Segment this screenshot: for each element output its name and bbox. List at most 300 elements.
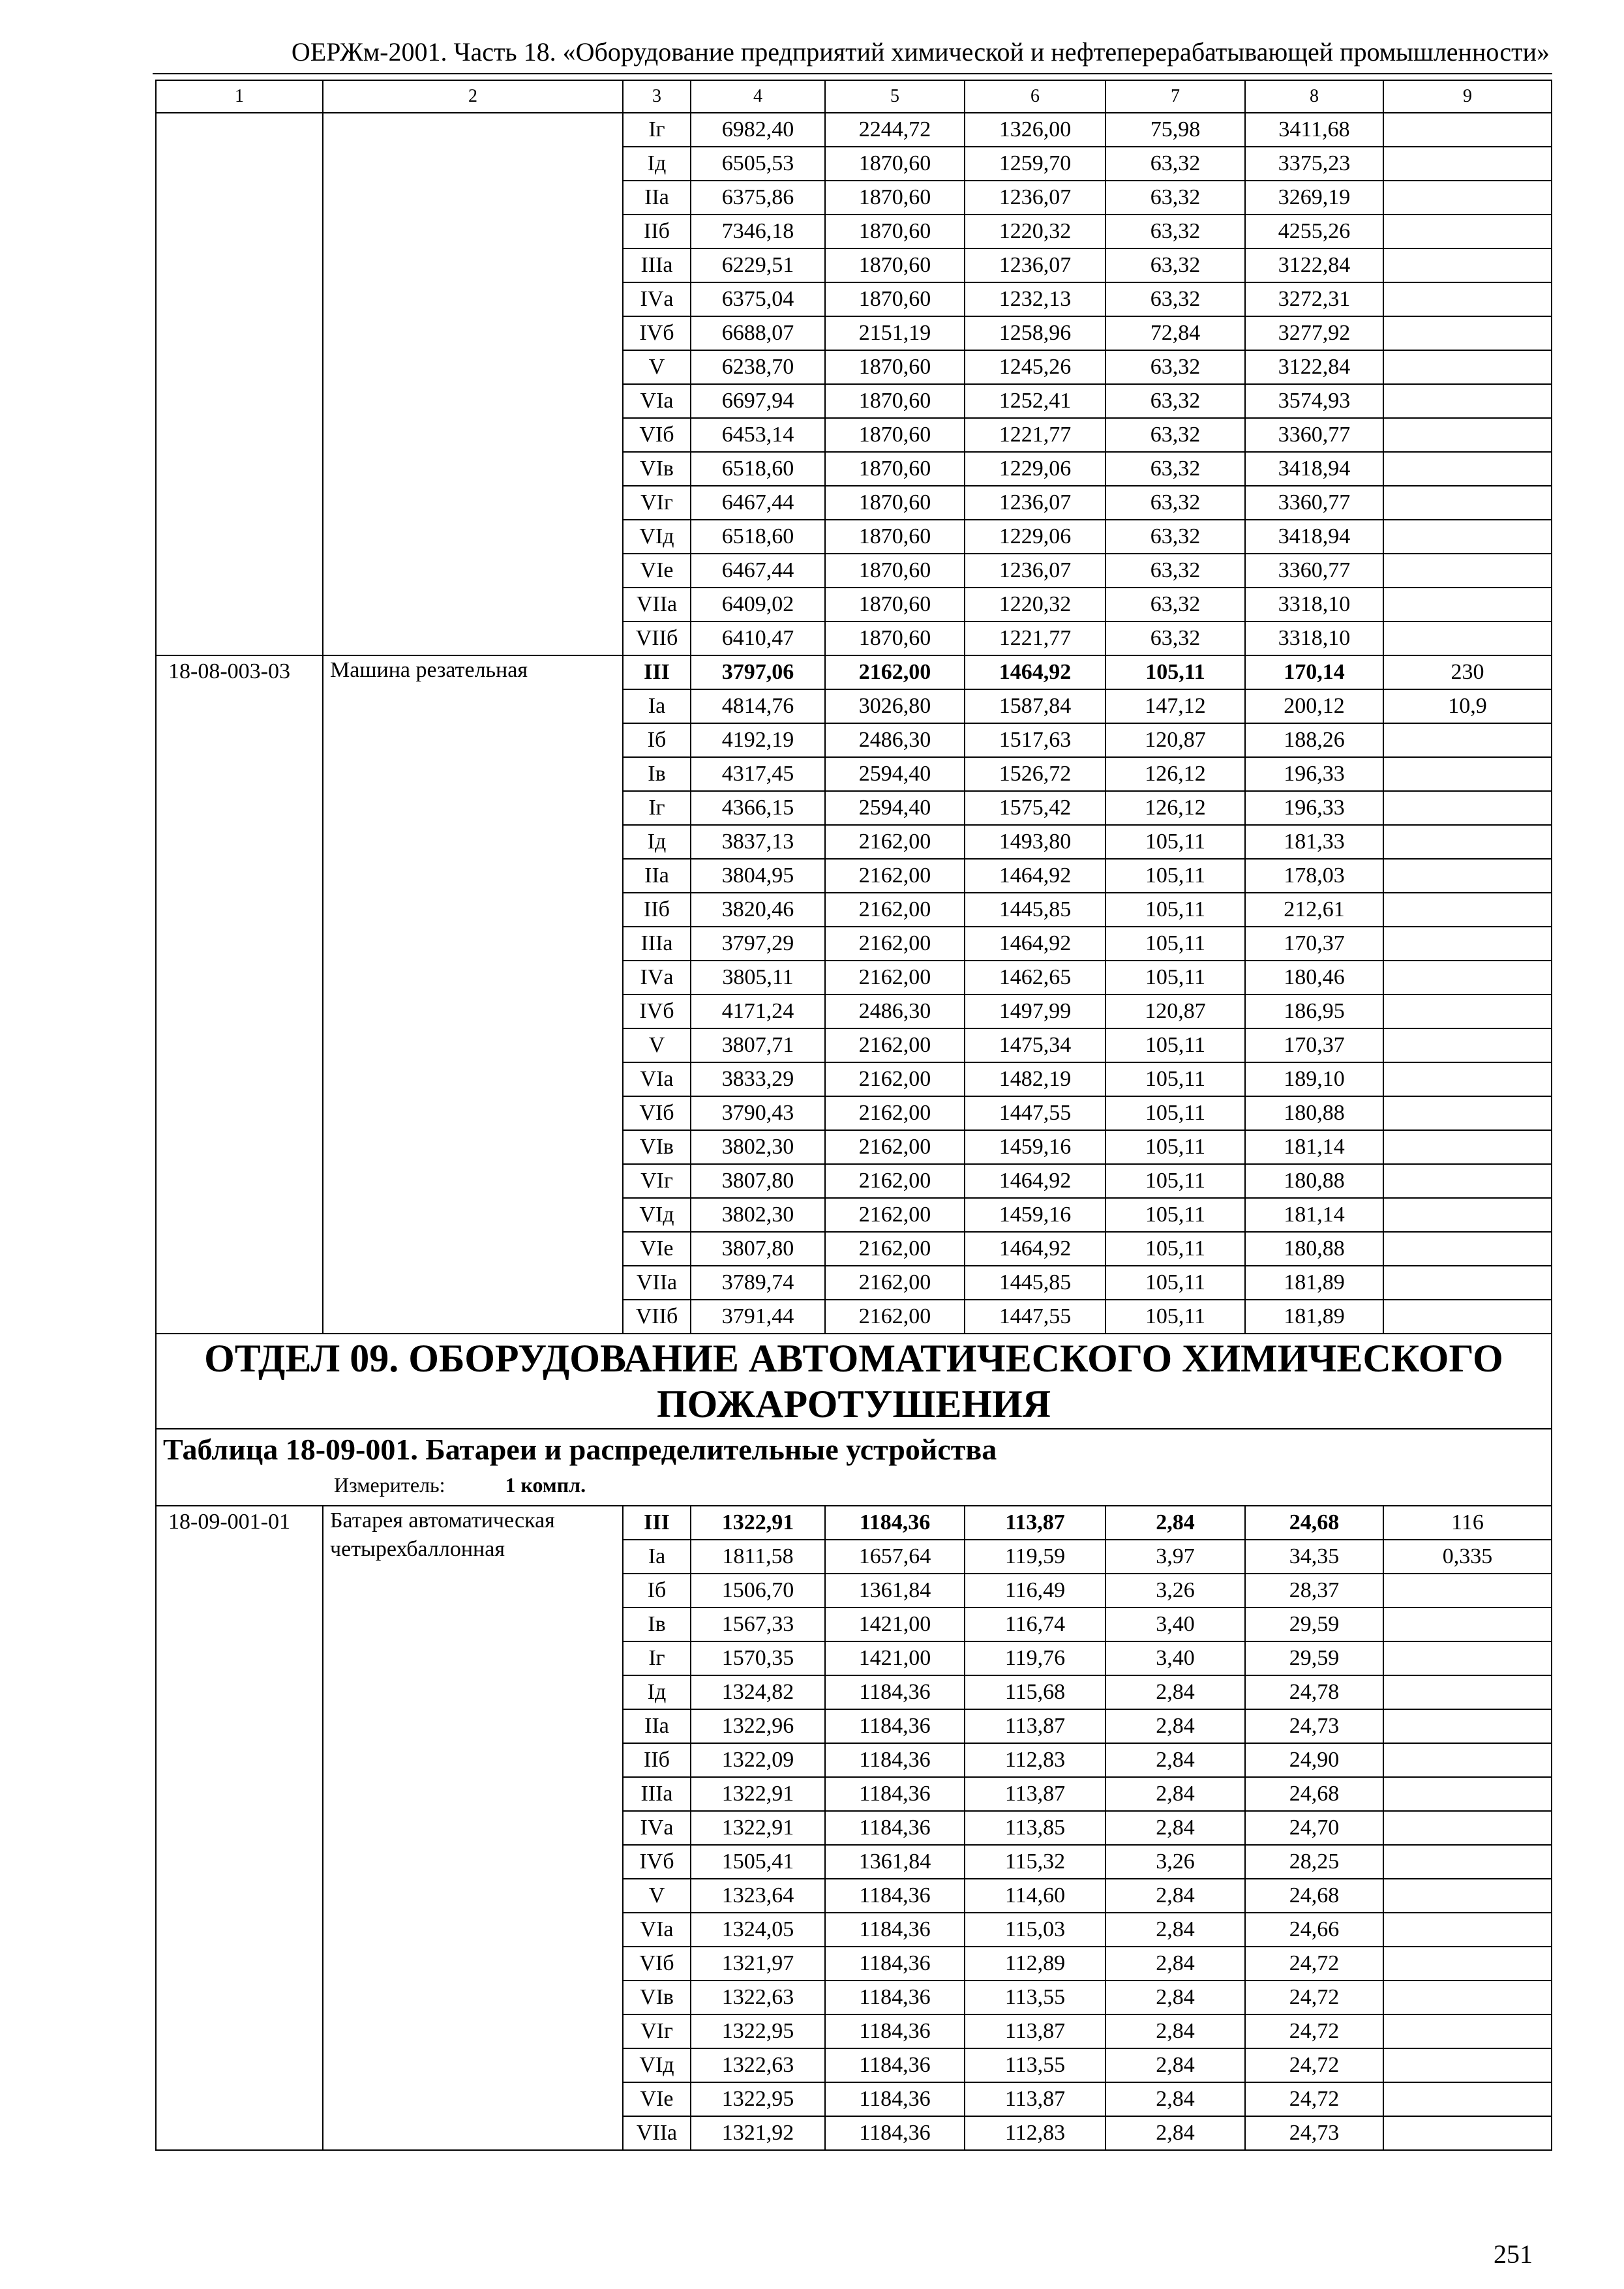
value-cell: 3418,94 (1245, 452, 1383, 486)
value-cell: 7346,18 (691, 215, 825, 248)
extra-cell (1383, 1675, 1552, 1709)
value-cell: 3802,30 (691, 1198, 825, 1232)
value-cell: 1870,60 (825, 621, 965, 655)
value-cell: 6453,14 (691, 418, 825, 452)
value-cell: 24,72 (1245, 2014, 1383, 2048)
value-cell: 1322,09 (691, 1743, 825, 1777)
value-cell: 1870,60 (825, 282, 965, 316)
extra-cell (1383, 791, 1552, 825)
value-cell: 1464,92 (965, 927, 1105, 961)
zone-cell: IVб (623, 316, 691, 350)
value-cell: 34,35 (1245, 1540, 1383, 1574)
value-cell: 24,73 (1245, 1709, 1383, 1743)
value-cell: 1184,36 (825, 2082, 965, 2116)
value-cell: 3318,10 (1245, 588, 1383, 621)
value-cell: 1870,60 (825, 181, 965, 215)
value-cell: 212,61 (1245, 893, 1383, 927)
extra-cell (1383, 316, 1552, 350)
value-cell: 6688,07 (691, 316, 825, 350)
value-cell: 2162,00 (825, 1300, 965, 1334)
table-title-row (156, 1429, 1552, 1506)
value-cell: 3375,23 (1245, 147, 1383, 181)
extra-cell (1383, 1777, 1552, 1811)
value-cell: 28,25 (1245, 1845, 1383, 1879)
table-row (156, 113, 1552, 147)
extra-cell (1383, 1198, 1552, 1232)
extra-cell (1383, 621, 1552, 655)
zone-cell: IIб (623, 215, 691, 248)
value-cell: 3,40 (1105, 1641, 1245, 1675)
value-cell: 2244,72 (825, 113, 965, 147)
value-cell: 6697,94 (691, 384, 825, 418)
value-cell: 126,12 (1105, 757, 1245, 791)
extra-cell (1383, 215, 1552, 248)
zone-cell: VIIа (623, 588, 691, 621)
value-cell: 114,60 (965, 1879, 1105, 1913)
extra-cell (1383, 350, 1552, 384)
value-cell: 24,72 (1245, 2082, 1383, 2116)
section-title: ОТДЕЛ 09. ОБОРУДОВАНИЕ АВТОМАТИЧЕСКОГО ХИМИЧЕСКОГО ПОЖАРОТУШЕНИЯ (156, 1334, 1552, 1429)
zone-cell: VIв (623, 1981, 691, 2014)
value-cell: 24,68 (1245, 1777, 1383, 1811)
value-cell: 6505,53 (691, 147, 825, 181)
value-cell: 105,11 (1105, 655, 1245, 689)
value-cell: 1361,84 (825, 1574, 965, 1608)
value-cell: 186,95 (1245, 995, 1383, 1028)
value-cell: 2162,00 (825, 825, 965, 859)
value-cell: 105,11 (1105, 893, 1245, 927)
value-cell: 63,32 (1105, 248, 1245, 282)
resource-name: Машина резательная (323, 655, 623, 1334)
value-cell: 3026,80 (825, 689, 965, 723)
value-cell: 6375,86 (691, 181, 825, 215)
extra-cell (1383, 1879, 1552, 1913)
value-cell: 63,32 (1105, 588, 1245, 621)
value-cell: 1506,70 (691, 1574, 825, 1608)
value-cell: 2,84 (1105, 1709, 1245, 1743)
price-table (155, 80, 1552, 2151)
value-cell: 1575,42 (965, 791, 1105, 825)
extra-cell (1383, 1130, 1552, 1164)
value-cell: 113,87 (965, 1506, 1105, 1540)
value-cell: 105,11 (1105, 1028, 1245, 1062)
extra-cell (1383, 1709, 1552, 1743)
value-cell: 3318,10 (1245, 621, 1383, 655)
value-cell: 1570,35 (691, 1641, 825, 1675)
value-cell: 113,55 (965, 2048, 1105, 2082)
extra-cell (1383, 1028, 1552, 1062)
value-cell: 2486,30 (825, 723, 965, 757)
value-cell: 1184,36 (825, 1811, 965, 1845)
zone-cell: VIб (623, 1096, 691, 1130)
extra-cell (1383, 2014, 1552, 2048)
zone-cell: IVб (623, 1845, 691, 1879)
value-cell: 1184,36 (825, 1743, 965, 1777)
value-cell: 1323,64 (691, 1879, 825, 1913)
value-cell: 120,87 (1105, 995, 1245, 1028)
value-cell: 1236,07 (965, 181, 1105, 215)
resource-code: 18-09-001-01 (156, 1506, 323, 2150)
zone-cell: VIIа (623, 2116, 691, 2150)
value-cell: 1657,64 (825, 1540, 965, 1574)
zone-cell: III (623, 1506, 691, 1540)
value-cell: 2,84 (1105, 1743, 1245, 1777)
zone-cell: Iд (623, 825, 691, 859)
value-cell: 1321,92 (691, 2116, 825, 2150)
zone-cell: V (623, 1879, 691, 1913)
value-cell: 1445,85 (965, 1266, 1105, 1300)
value-cell: 1232,13 (965, 282, 1105, 316)
value-cell: 1421,00 (825, 1641, 965, 1675)
resource-name: Батарея автоматическая четырехбаллонная (323, 1506, 623, 2150)
value-cell: 2,84 (1105, 2048, 1245, 2082)
value-cell: 1322,96 (691, 1709, 825, 1743)
value-cell: 6518,60 (691, 520, 825, 554)
value-cell: 1464,92 (965, 655, 1105, 689)
value-cell: 105,11 (1105, 1096, 1245, 1130)
zone-cell: III (623, 655, 691, 689)
value-cell: 63,32 (1105, 554, 1245, 588)
value-cell: 1493,80 (965, 825, 1105, 859)
zone-cell: IIб (623, 1743, 691, 1777)
value-cell: 24,72 (1245, 2048, 1383, 2082)
value-cell: 63,32 (1105, 486, 1245, 520)
value-cell: 113,87 (965, 1777, 1105, 1811)
extra-cell (1383, 2116, 1552, 2150)
value-cell: 4814,76 (691, 689, 825, 723)
zone-cell: VIд (623, 1198, 691, 1232)
value-cell: 113,55 (965, 1981, 1105, 2014)
value-cell: 2162,00 (825, 927, 965, 961)
value-cell: 180,88 (1245, 1232, 1383, 1266)
value-cell: 3807,80 (691, 1232, 825, 1266)
value-cell: 113,87 (965, 1709, 1105, 1743)
zone-cell: IVа (623, 282, 691, 316)
value-cell: 2162,00 (825, 1198, 965, 1232)
table-title: Таблица 18-09-001. Батареи и распределительные устройства (163, 1433, 997, 1466)
value-cell: 1517,63 (965, 723, 1105, 757)
value-cell: 3272,31 (1245, 282, 1383, 316)
value-cell: 181,14 (1245, 1130, 1383, 1164)
column-number: 3 (623, 80, 691, 113)
value-cell: 1322,95 (691, 2082, 825, 2116)
value-cell: 63,32 (1105, 452, 1245, 486)
value-cell: 6982,40 (691, 113, 825, 147)
value-cell: 105,11 (1105, 859, 1245, 893)
extra-cell: 10,9 (1383, 689, 1552, 723)
value-cell: 3833,29 (691, 1062, 825, 1096)
extra-cell (1383, 1743, 1552, 1777)
value-cell: 3122,84 (1245, 350, 1383, 384)
column-number: 5 (825, 80, 965, 113)
value-cell: 1459,16 (965, 1198, 1105, 1232)
value-cell: 2162,00 (825, 1096, 965, 1130)
value-cell: 1221,77 (965, 621, 1105, 655)
resource-code: 18-08-003-03 (156, 655, 323, 1334)
value-cell: 1870,60 (825, 147, 965, 181)
extra-cell (1383, 927, 1552, 961)
value-cell: 1322,63 (691, 1981, 825, 2014)
value-cell: 3837,13 (691, 825, 825, 859)
value-cell: 170,14 (1245, 655, 1383, 689)
extra-cell (1383, 181, 1552, 215)
unit-line (163, 1470, 1544, 1500)
zone-cell: Iв (623, 1608, 691, 1641)
zone-cell: VIг (623, 486, 691, 520)
value-cell: 3791,44 (691, 1300, 825, 1334)
value-cell: 24,66 (1245, 1913, 1383, 1947)
extra-cell: 116 (1383, 1506, 1552, 1540)
value-cell: 1229,06 (965, 520, 1105, 554)
value-cell: 28,37 (1245, 1574, 1383, 1608)
value-cell: 2486,30 (825, 995, 965, 1028)
value-cell: 2,84 (1105, 1981, 1245, 2014)
zone-cell: Iг (623, 113, 691, 147)
value-cell: 1322,63 (691, 2048, 825, 2082)
value-cell: 1464,92 (965, 1164, 1105, 1198)
value-cell: 1184,36 (825, 1913, 965, 1947)
value-cell: 24,68 (1245, 1506, 1383, 1540)
value-cell: 24,72 (1245, 1947, 1383, 1981)
extra-cell (1383, 486, 1552, 520)
value-cell: 4171,24 (691, 995, 825, 1028)
zone-cell: IIа (623, 181, 691, 215)
zone-cell: IIа (623, 1709, 691, 1743)
value-cell: 1482,19 (965, 1062, 1105, 1096)
value-cell: 1326,00 (965, 113, 1105, 147)
value-cell: 1220,32 (965, 215, 1105, 248)
zone-cell: VIв (623, 1130, 691, 1164)
value-cell: 116,49 (965, 1574, 1105, 1608)
value-cell: 6238,70 (691, 350, 825, 384)
extra-cell (1383, 1641, 1552, 1675)
extra-cell (1383, 520, 1552, 554)
value-cell: 6375,04 (691, 282, 825, 316)
value-cell: 2,84 (1105, 2116, 1245, 2150)
zone-cell: IVа (623, 961, 691, 995)
value-cell: 1184,36 (825, 2048, 965, 2082)
value-cell: 29,59 (1245, 1608, 1383, 1641)
value-cell: 3418,94 (1245, 520, 1383, 554)
extra-cell (1383, 1062, 1552, 1096)
value-cell: 170,37 (1245, 927, 1383, 961)
column-number: 9 (1383, 80, 1552, 113)
zone-cell: Iд (623, 147, 691, 181)
value-cell: 1870,60 (825, 384, 965, 418)
value-cell: 1870,60 (825, 452, 965, 486)
extra-cell (1383, 961, 1552, 995)
zone-cell: Iб (623, 723, 691, 757)
resource-name (323, 113, 623, 655)
value-cell: 1870,60 (825, 554, 965, 588)
value-cell: 1184,36 (825, 1981, 965, 2014)
page-header: ОЕРЖм-2001. Часть 18. «Оборудование предприятий химической и нефтеперерабатывающей промышленности» (291, 37, 1550, 67)
value-cell: 2162,00 (825, 859, 965, 893)
value-cell: 1184,36 (825, 1777, 965, 1811)
value-cell: 24,68 (1245, 1879, 1383, 1913)
value-cell: 3789,74 (691, 1266, 825, 1300)
extra-cell (1383, 859, 1552, 893)
value-cell: 181,33 (1245, 825, 1383, 859)
value-cell: 1459,16 (965, 1130, 1105, 1164)
value-cell: 1505,41 (691, 1845, 825, 1879)
zone-cell: VIв (623, 452, 691, 486)
value-cell: 6409,02 (691, 588, 825, 621)
value-cell: 24,78 (1245, 1675, 1383, 1709)
value-cell: 63,32 (1105, 147, 1245, 181)
value-cell: 3360,77 (1245, 554, 1383, 588)
value-cell: 188,26 (1245, 723, 1383, 757)
value-cell: 200,12 (1245, 689, 1383, 723)
value-cell: 2162,00 (825, 893, 965, 927)
zone-cell: VIIа (623, 1266, 691, 1300)
value-cell: 1445,85 (965, 893, 1105, 927)
value-cell: 105,11 (1105, 1266, 1245, 1300)
value-cell: 1184,36 (825, 1879, 965, 1913)
value-cell: 4192,19 (691, 723, 825, 757)
value-cell: 1252,41 (965, 384, 1105, 418)
value-cell: 1464,92 (965, 859, 1105, 893)
value-cell: 196,33 (1245, 757, 1383, 791)
zone-cell: IIIа (623, 927, 691, 961)
value-cell: 1184,36 (825, 1947, 965, 1981)
value-cell: 63,32 (1105, 181, 1245, 215)
value-cell: 3807,80 (691, 1164, 825, 1198)
value-cell: 115,32 (965, 1845, 1105, 1879)
value-cell: 2,84 (1105, 1777, 1245, 1811)
value-cell: 105,11 (1105, 1198, 1245, 1232)
value-cell: 181,14 (1245, 1198, 1383, 1232)
extra-cell (1383, 282, 1552, 316)
extra-cell (1383, 2082, 1552, 2116)
value-cell: 147,12 (1105, 689, 1245, 723)
value-cell: 72,84 (1105, 316, 1245, 350)
header-rule (153, 73, 1552, 74)
value-cell: 115,03 (965, 1913, 1105, 1947)
value-cell: 3807,71 (691, 1028, 825, 1062)
extra-cell (1383, 1913, 1552, 1947)
value-cell: 2594,40 (825, 757, 965, 791)
value-cell: 1184,36 (825, 1709, 965, 1743)
extra-cell (1383, 1845, 1552, 1879)
value-cell: 178,03 (1245, 859, 1383, 893)
zone-cell: VIIб (623, 621, 691, 655)
value-cell: 170,37 (1245, 1028, 1383, 1062)
value-cell: 105,11 (1105, 1130, 1245, 1164)
column-number: 1 (156, 80, 323, 113)
extra-cell (1383, 723, 1552, 757)
extra-cell (1383, 384, 1552, 418)
extra-cell (1383, 418, 1552, 452)
extra-cell (1383, 825, 1552, 859)
zone-cell: IIа (623, 859, 691, 893)
extra-cell (1383, 1164, 1552, 1198)
value-cell: 1259,70 (965, 147, 1105, 181)
zone-cell: IVб (623, 995, 691, 1028)
zone-cell: V (623, 350, 691, 384)
value-cell: 3,40 (1105, 1608, 1245, 1641)
value-cell: 63,32 (1105, 215, 1245, 248)
value-cell: 29,59 (1245, 1641, 1383, 1675)
resource-code (156, 113, 323, 655)
value-cell: 2162,00 (825, 1266, 965, 1300)
value-cell: 1421,00 (825, 1608, 965, 1641)
value-cell: 116,74 (965, 1608, 1105, 1641)
value-cell: 1475,34 (965, 1028, 1105, 1062)
value-cell: 1184,36 (825, 2014, 965, 2048)
value-cell: 120,87 (1105, 723, 1245, 757)
value-cell: 105,11 (1105, 825, 1245, 859)
extra-cell (1383, 1300, 1552, 1334)
zone-cell: VIа (623, 384, 691, 418)
value-cell: 1321,97 (691, 1947, 825, 1981)
value-cell: 1184,36 (825, 1675, 965, 1709)
value-cell: 2594,40 (825, 791, 965, 825)
extra-cell: 0,335 (1383, 1540, 1552, 1574)
value-cell: 4255,26 (1245, 215, 1383, 248)
value-cell: 3797,06 (691, 655, 825, 689)
value-cell: 75,98 (1105, 113, 1245, 147)
column-number: 7 (1105, 80, 1245, 113)
value-cell: 1184,36 (825, 2116, 965, 2150)
zone-cell: Iв (623, 757, 691, 791)
value-cell: 63,32 (1105, 350, 1245, 384)
value-cell: 24,70 (1245, 1811, 1383, 1845)
value-cell: 1811,58 (691, 1540, 825, 1574)
zone-cell: VIг (623, 1164, 691, 1198)
value-cell: 105,11 (1105, 1062, 1245, 1096)
value-cell: 1324,82 (691, 1675, 825, 1709)
value-cell: 1221,77 (965, 418, 1105, 452)
value-cell: 1870,60 (825, 215, 965, 248)
value-cell: 63,32 (1105, 418, 1245, 452)
value-cell: 105,11 (1105, 1232, 1245, 1266)
value-cell: 63,32 (1105, 282, 1245, 316)
extra-cell (1383, 1096, 1552, 1130)
value-cell: 115,68 (965, 1675, 1105, 1709)
value-cell: 2162,00 (825, 1062, 965, 1096)
extra-cell (1383, 248, 1552, 282)
value-cell: 1361,84 (825, 1845, 965, 1879)
value-cell: 1236,07 (965, 486, 1105, 520)
value-cell: 1462,65 (965, 961, 1105, 995)
value-cell: 2,84 (1105, 1675, 1245, 1709)
table-row (156, 655, 1552, 689)
zone-cell: IIIа (623, 248, 691, 282)
value-cell: 112,83 (965, 1743, 1105, 1777)
value-cell: 3,26 (1105, 1845, 1245, 1879)
extra-cell (1383, 995, 1552, 1028)
value-cell: 3360,77 (1245, 418, 1383, 452)
extra-cell (1383, 554, 1552, 588)
value-cell: 189,10 (1245, 1062, 1383, 1096)
value-cell: 1464,92 (965, 1232, 1105, 1266)
extra-cell (1383, 452, 1552, 486)
value-cell: 105,11 (1105, 927, 1245, 961)
value-cell: 4317,45 (691, 757, 825, 791)
value-cell: 119,59 (965, 1540, 1105, 1574)
value-cell: 1245,26 (965, 350, 1105, 384)
value-cell: 112,89 (965, 1947, 1105, 1981)
section-row (156, 1334, 1552, 1429)
value-cell: 4366,15 (691, 791, 825, 825)
value-cell: 3269,19 (1245, 181, 1383, 215)
column-number: 8 (1245, 80, 1383, 113)
value-cell: 105,11 (1105, 961, 1245, 995)
zone-cell: VIд (623, 2048, 691, 2082)
extra-cell (1383, 588, 1552, 621)
value-cell: 24,72 (1245, 1981, 1383, 2014)
